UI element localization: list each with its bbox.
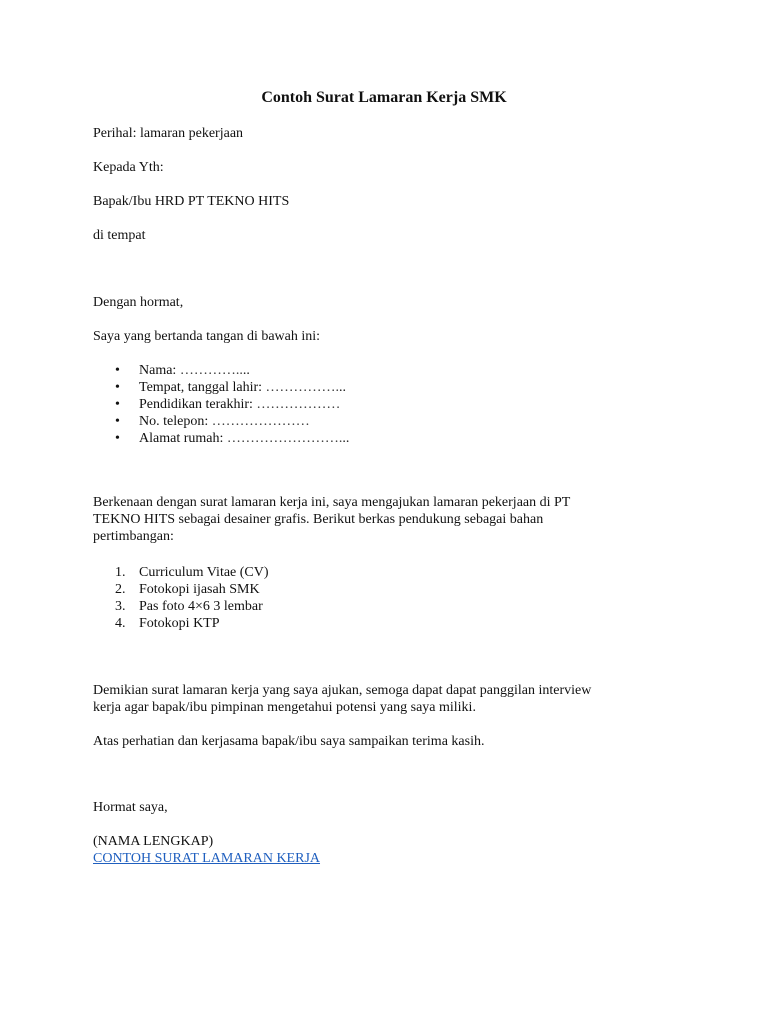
intro-line: Saya yang bertanda tangan di bawah ini: bbox=[93, 329, 321, 344]
source-link[interactable]: CONTOH SURAT LAMARAN KERJA bbox=[93, 851, 321, 866]
bullet-icon: • bbox=[115, 397, 120, 412]
signer-name: (NAMA LENGKAP) bbox=[93, 834, 214, 849]
personal-info-list bbox=[93, 362, 349, 447]
subject-line: Perihal: lamaran pekerjaan bbox=[93, 126, 244, 141]
field-label: Pendidikan terakhir: bbox=[139, 397, 253, 412]
field-label: Alamat rumah: bbox=[139, 431, 224, 446]
list-number: 2. bbox=[115, 582, 126, 597]
place-line: di tempat bbox=[93, 228, 146, 243]
field-label: No. telepon: bbox=[139, 414, 209, 429]
bullet-icon: • bbox=[115, 380, 120, 395]
addressee-heading: Kepada Yth: bbox=[93, 160, 164, 175]
list-item bbox=[93, 598, 269, 615]
closing-paragraph bbox=[93, 682, 653, 716]
field-suffix: .. bbox=[339, 380, 347, 395]
field-label: Tempat, tanggal lahir: bbox=[139, 380, 263, 395]
field-suffix: .. bbox=[242, 363, 250, 378]
closing-line: kerja agar bapak/ibu pimpinan mengetahui potensi yang saya miliki. bbox=[93, 700, 476, 715]
document-title: Contoh Surat Lamaran Kerja SMK bbox=[261, 89, 507, 106]
field-suffix: .. bbox=[342, 431, 350, 446]
attachment-text: Curriculum Vitae (CV) bbox=[139, 565, 269, 580]
body-line: TEKNO HITS sebagai desainer grafis. Berikut berkas pendukung sebagai bahan bbox=[93, 512, 544, 527]
attachment-text: Fotokopi ijasah SMK bbox=[139, 582, 260, 597]
list-item bbox=[93, 615, 269, 632]
list-item bbox=[93, 413, 349, 430]
field-dots: ………….. bbox=[179, 363, 243, 378]
sign-off: Hormat saya, bbox=[93, 800, 168, 815]
field-dots: ……………………. bbox=[226, 431, 343, 446]
greeting: Dengan hormat, bbox=[93, 295, 184, 310]
body-line: pertimbangan: bbox=[93, 529, 174, 544]
list-item bbox=[93, 379, 349, 396]
list-item bbox=[93, 362, 349, 379]
list-item bbox=[93, 581, 269, 598]
list-number: 4. bbox=[115, 616, 126, 631]
field-dots: ………………… bbox=[211, 414, 310, 429]
list-item bbox=[93, 564, 269, 581]
attachment-text: Fotokopi KTP bbox=[139, 616, 220, 631]
attachments-list bbox=[93, 564, 269, 632]
list-number: 1. bbox=[115, 565, 126, 580]
bullet-icon: • bbox=[115, 363, 120, 378]
bullet-icon: • bbox=[115, 414, 120, 429]
field-label: Nama: bbox=[139, 363, 177, 378]
list-item bbox=[93, 430, 349, 447]
field-dots: ……………. bbox=[265, 380, 340, 395]
bullet-icon: • bbox=[115, 431, 120, 446]
thanks-line: Atas perhatian dan kerjasama bapak/ibu saya sampaikan terima kasih. bbox=[93, 734, 485, 749]
body-paragraph bbox=[93, 494, 653, 545]
list-item bbox=[93, 396, 349, 413]
attachment-text: Pas foto 4×6 3 lembar bbox=[139, 599, 263, 614]
recipient-line: Bapak/Ibu HRD PT TEKNO HITS bbox=[93, 194, 290, 209]
closing-line: Demikian surat lamaran kerja yang saya ajukan, semoga dapat dapat panggilan interview bbox=[93, 683, 592, 698]
body-line: Berkenaan dengan surat lamaran kerja ini, saya mengajukan lamaran pekerjaan di PT bbox=[93, 495, 571, 510]
field-dots: ……………… bbox=[256, 397, 341, 412]
list-number: 3. bbox=[115, 599, 126, 614]
